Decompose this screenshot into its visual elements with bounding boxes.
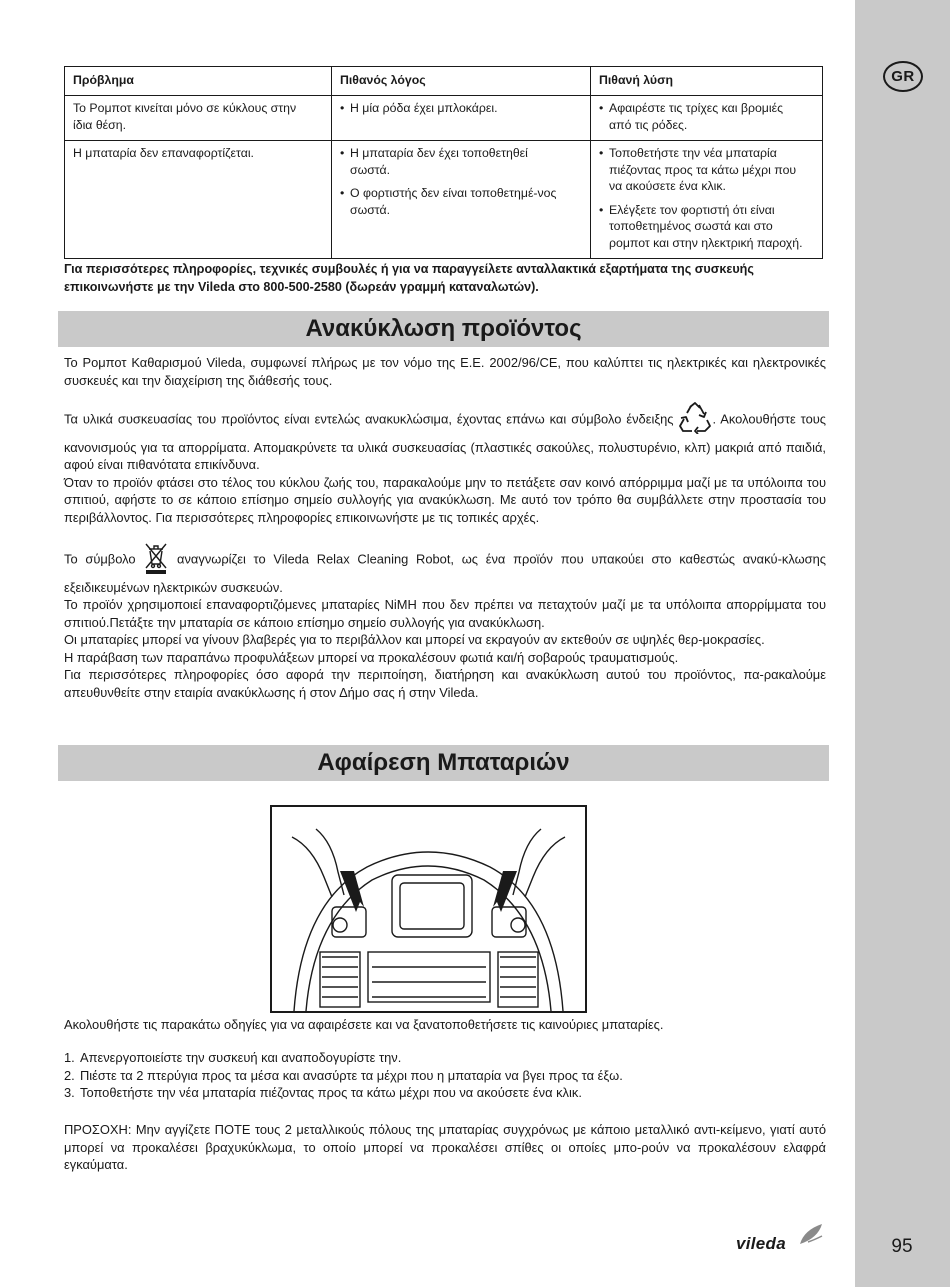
solution-item: • Τοποθετήστε την νέα μπαταρία πιέζοντας προς τα κάτω μέχρι που να ακούσετε ένα κλικ. bbox=[599, 145, 814, 195]
robot-underside-drawing bbox=[272, 807, 585, 1011]
solution-item: • Ελέγξετε τον φορτιστή ότι είναι τοποθετημένος σωστά και στο ρομποτ και στην ηλεκτρική παροχή. bbox=[599, 202, 814, 252]
violation-paragraph: Η παράβαση των παραπάνω προφυλάξεων μπορεί να προκαλέσουν φωτιά και/ή σοβαρούς τραυματισμούς. bbox=[64, 649, 679, 665]
battery-nimh-paragraph: Το προϊόν χρησιμοποιεί επαναφορτιζόμενες μπαταρίες NiMH που δεν πρέπει να πεταχτούν μαζί με τα υπόλοιπα απορρίμματα του σπιτιού.Πετάξτε την μπαταρία σε κάποιο επίσημο σημείο συλλογής για ανακύκλωση. bbox=[64, 597, 826, 630]
logo-wordmark: vileda bbox=[736, 1234, 786, 1253]
crossed-bin-icon bbox=[143, 542, 169, 579]
problem-text: Η μπαταρία δεν επαναφορτίζεται. bbox=[73, 146, 254, 160]
cause-item: • Ο φορτιστής δεν είναι τοποθετημέ-νος σωστά. bbox=[340, 185, 582, 218]
table-header-row bbox=[65, 67, 823, 96]
list-item bbox=[64, 1067, 826, 1085]
recycle-icon bbox=[678, 402, 712, 439]
solution-text: Ελέγξετε τον φορτιστή ότι είναι τοποθετημένος σωστά και στο ρομποτ και στην ηλεκτρική παροχή. bbox=[609, 202, 803, 250]
cause-cell bbox=[332, 141, 591, 259]
problem-text: Το Ρομποτ κινείται μόνο σε κύκλους στην ίδια θέση. bbox=[73, 101, 297, 132]
solution-text: Αφαιρέστε τις τρίχες και βρομιές από τις ρόδες. bbox=[609, 101, 784, 132]
problem-cell bbox=[65, 141, 332, 259]
column-header-cause: Πιθανός λόγος bbox=[332, 67, 591, 96]
battery-removal-illustration bbox=[270, 805, 587, 1013]
symbol-text: Το σύμβολο bbox=[64, 551, 136, 567]
symbol-text-continued: αναγνωρίζει το Vileda Relax Cleaning Robot, ως ένα προϊόν που υπακούει στο καθεστώς ανακύ-κλωσης εξειδικευμένων ηλεκτρικών συσκευών. bbox=[64, 551, 826, 595]
vileda-logo bbox=[736, 1222, 826, 1258]
column-header-solution: Πιθανή λύση bbox=[591, 67, 823, 96]
step-text: Πιέστε τα 2 πτερύγια προς τα μέσα και ανασύρτε τα μέχρι που η μπαταρία να βγει προς τα έξω. bbox=[80, 1067, 623, 1083]
step-number: 3. bbox=[64, 1085, 75, 1100]
step-text: Τοποθετήστε την νέα μπαταρία πιέζοντας προς τα κάτω μέχρι που να ακούσετε ένα κλικ. bbox=[80, 1085, 582, 1100]
problem-cell bbox=[65, 96, 332, 141]
packaging-text: Τα υλικά συσκευασίας του προϊόντος είναι εντελώς ανακυκλώσιμα, έχοντας επάνω και σύμβολο ένδειξης bbox=[64, 411, 674, 427]
contact-note: Για περισσότερες πληροφορίες, τεχνικές συμβουλές ή για να παραγγείλετε ανταλλακτικά εξαρτήματα της συσκευής επικοινωνήστε με την Vileda στο 800-500-2580 (δωρεάν γραμμή καταναλωτών). bbox=[64, 262, 754, 294]
solution-cell bbox=[591, 141, 823, 259]
battery-section-title: Αφαίρεση Μπαταριών bbox=[58, 745, 829, 781]
page-side-band bbox=[855, 0, 950, 1287]
list-item bbox=[64, 1049, 826, 1067]
cause-text: Ο φορτιστής δεν είναι τοποθετημέ-νος σωστά. bbox=[350, 186, 557, 217]
recycling-body bbox=[64, 354, 826, 701]
weee-symbol-paragraph bbox=[64, 542, 826, 596]
cause-item: • Η μία ρόδα έχει μπλοκάρει. bbox=[340, 101, 498, 115]
more-info-paragraph: Για περισσότερες πληροφορίες όσο αφορά την περιποίηση, διατήρηση και ανακύκλωση αυτού του προϊόντος, πα-ρακαλούμε απευθυνθείτε στην εταιρία ανακύκλωσης ή στον Δήμο σας ή στην Vileda. bbox=[64, 667, 826, 700]
cause-cell bbox=[332, 96, 591, 141]
instructions-intro: Ακολουθήστε τις παρακάτω οδηγίες για να αφαιρέσετε και να ξανατοποθετήσετε τις καινούριες μπαταρίες. bbox=[64, 1017, 664, 1032]
recycling-section-title: Ανακύκλωση προϊόντος bbox=[58, 311, 829, 347]
end-of-life-paragraph: Όταν το προϊόν φτάσει στο τέλος του κύκλου ζωής του, παρακαλούμε μην το πετάξετε σαν κοινό απόρριμμα μαζί με τα υπόλοιπα του σπιτιού, αφήστε το σε κάποιο επίσημο σημείο συλλογής για ανακύκλωση. Με αυτό τον τρόπο θα συμβάλλετε στην προστασία του περιβάλλοντος. Για περισσότερες πληροφορίες επικοινωνήστε με τις τοπικές αρχές. bbox=[64, 474, 826, 525]
step-number: 2. bbox=[64, 1067, 75, 1083]
column-header-problem: Πρόβλημα bbox=[65, 67, 332, 96]
cause-text: Η μία ρόδα έχει μπλοκάρει. bbox=[350, 101, 498, 115]
battery-harm-paragraph: Οι μπαταρίες μπορεί να γίνουν βλαβερές για το περιβάλλον και μπορεί να εκραγούν αν εκτεθούν σε υψηλές θερ-μοκρασίες. bbox=[64, 632, 765, 647]
leaf-icon bbox=[798, 1222, 826, 1246]
table-row bbox=[65, 96, 823, 141]
packaging-paragraph bbox=[64, 402, 826, 474]
solution-item: • Αφαιρέστε τις τρίχες και βρομιές από τις ρόδες. bbox=[599, 100, 814, 133]
cause-item: • Η μπαταρία δεν έχει τοποθετηθεί σωστά. bbox=[340, 145, 582, 178]
step-text: Απενεργοποιείστε την συσκευή και αναποδογυρίστε την. bbox=[80, 1050, 402, 1065]
troubleshooting-table bbox=[64, 66, 823, 259]
page-number: 95 bbox=[891, 1236, 913, 1257]
list-item bbox=[64, 1084, 826, 1102]
table-row bbox=[65, 141, 823, 259]
step-number: 1. bbox=[64, 1050, 75, 1065]
solution-text: Τοποθετήστε την νέα μπαταρία πιέζοντας προς τα κάτω μέχρι που να ακούσετε ένα κλικ. bbox=[609, 146, 797, 193]
battery-steps-list bbox=[64, 1049, 826, 1102]
cause-text: Η μπαταρία δεν έχει τοποθετηθεί σωστά. bbox=[350, 146, 528, 177]
packaging-text-continued: . Ακολουθήστε τους κανονισμούς για τα απορρίματα. Απομακρύνετε τα υλικά συσκευασίας (πλαστικές σακούλες, πολυστυρένιο, κλπ) μακριά από παιδιά, αφού είναι πιθανότατα επικίνδυνα. bbox=[64, 411, 826, 472]
recycling-intro: Το Ρομποτ Καθαρισμού Vileda, συμφωνεί πλήρως με τον νόμο της Ε.Ε. 2002/96/CE, που καλύπτει τις ηλεκτρικές και ηλεκτρονικές συσκευές και την διαχείριση της διάθεσής τους. bbox=[64, 355, 826, 388]
warning-paragraph: ΠΡΟΣΟΧΗ: Μην αγγίζετε ΠΟΤΕ τους 2 μεταλλικούς πόλους της μπαταρίας συγχρόνως με κάποιο μεταλλικό αντι-κείμενο, γιατί αυτό μπορεί να προκαλέσει βραχυκύκλωμα, το οποίο μπορεί να προκαλέσει σπίθες οι οποίες μπο-ρούν να προκαλέσουν ελαφρά εγκαύματα. bbox=[64, 1122, 826, 1172]
solution-cell bbox=[591, 96, 823, 141]
language-badge: GR bbox=[883, 61, 923, 92]
